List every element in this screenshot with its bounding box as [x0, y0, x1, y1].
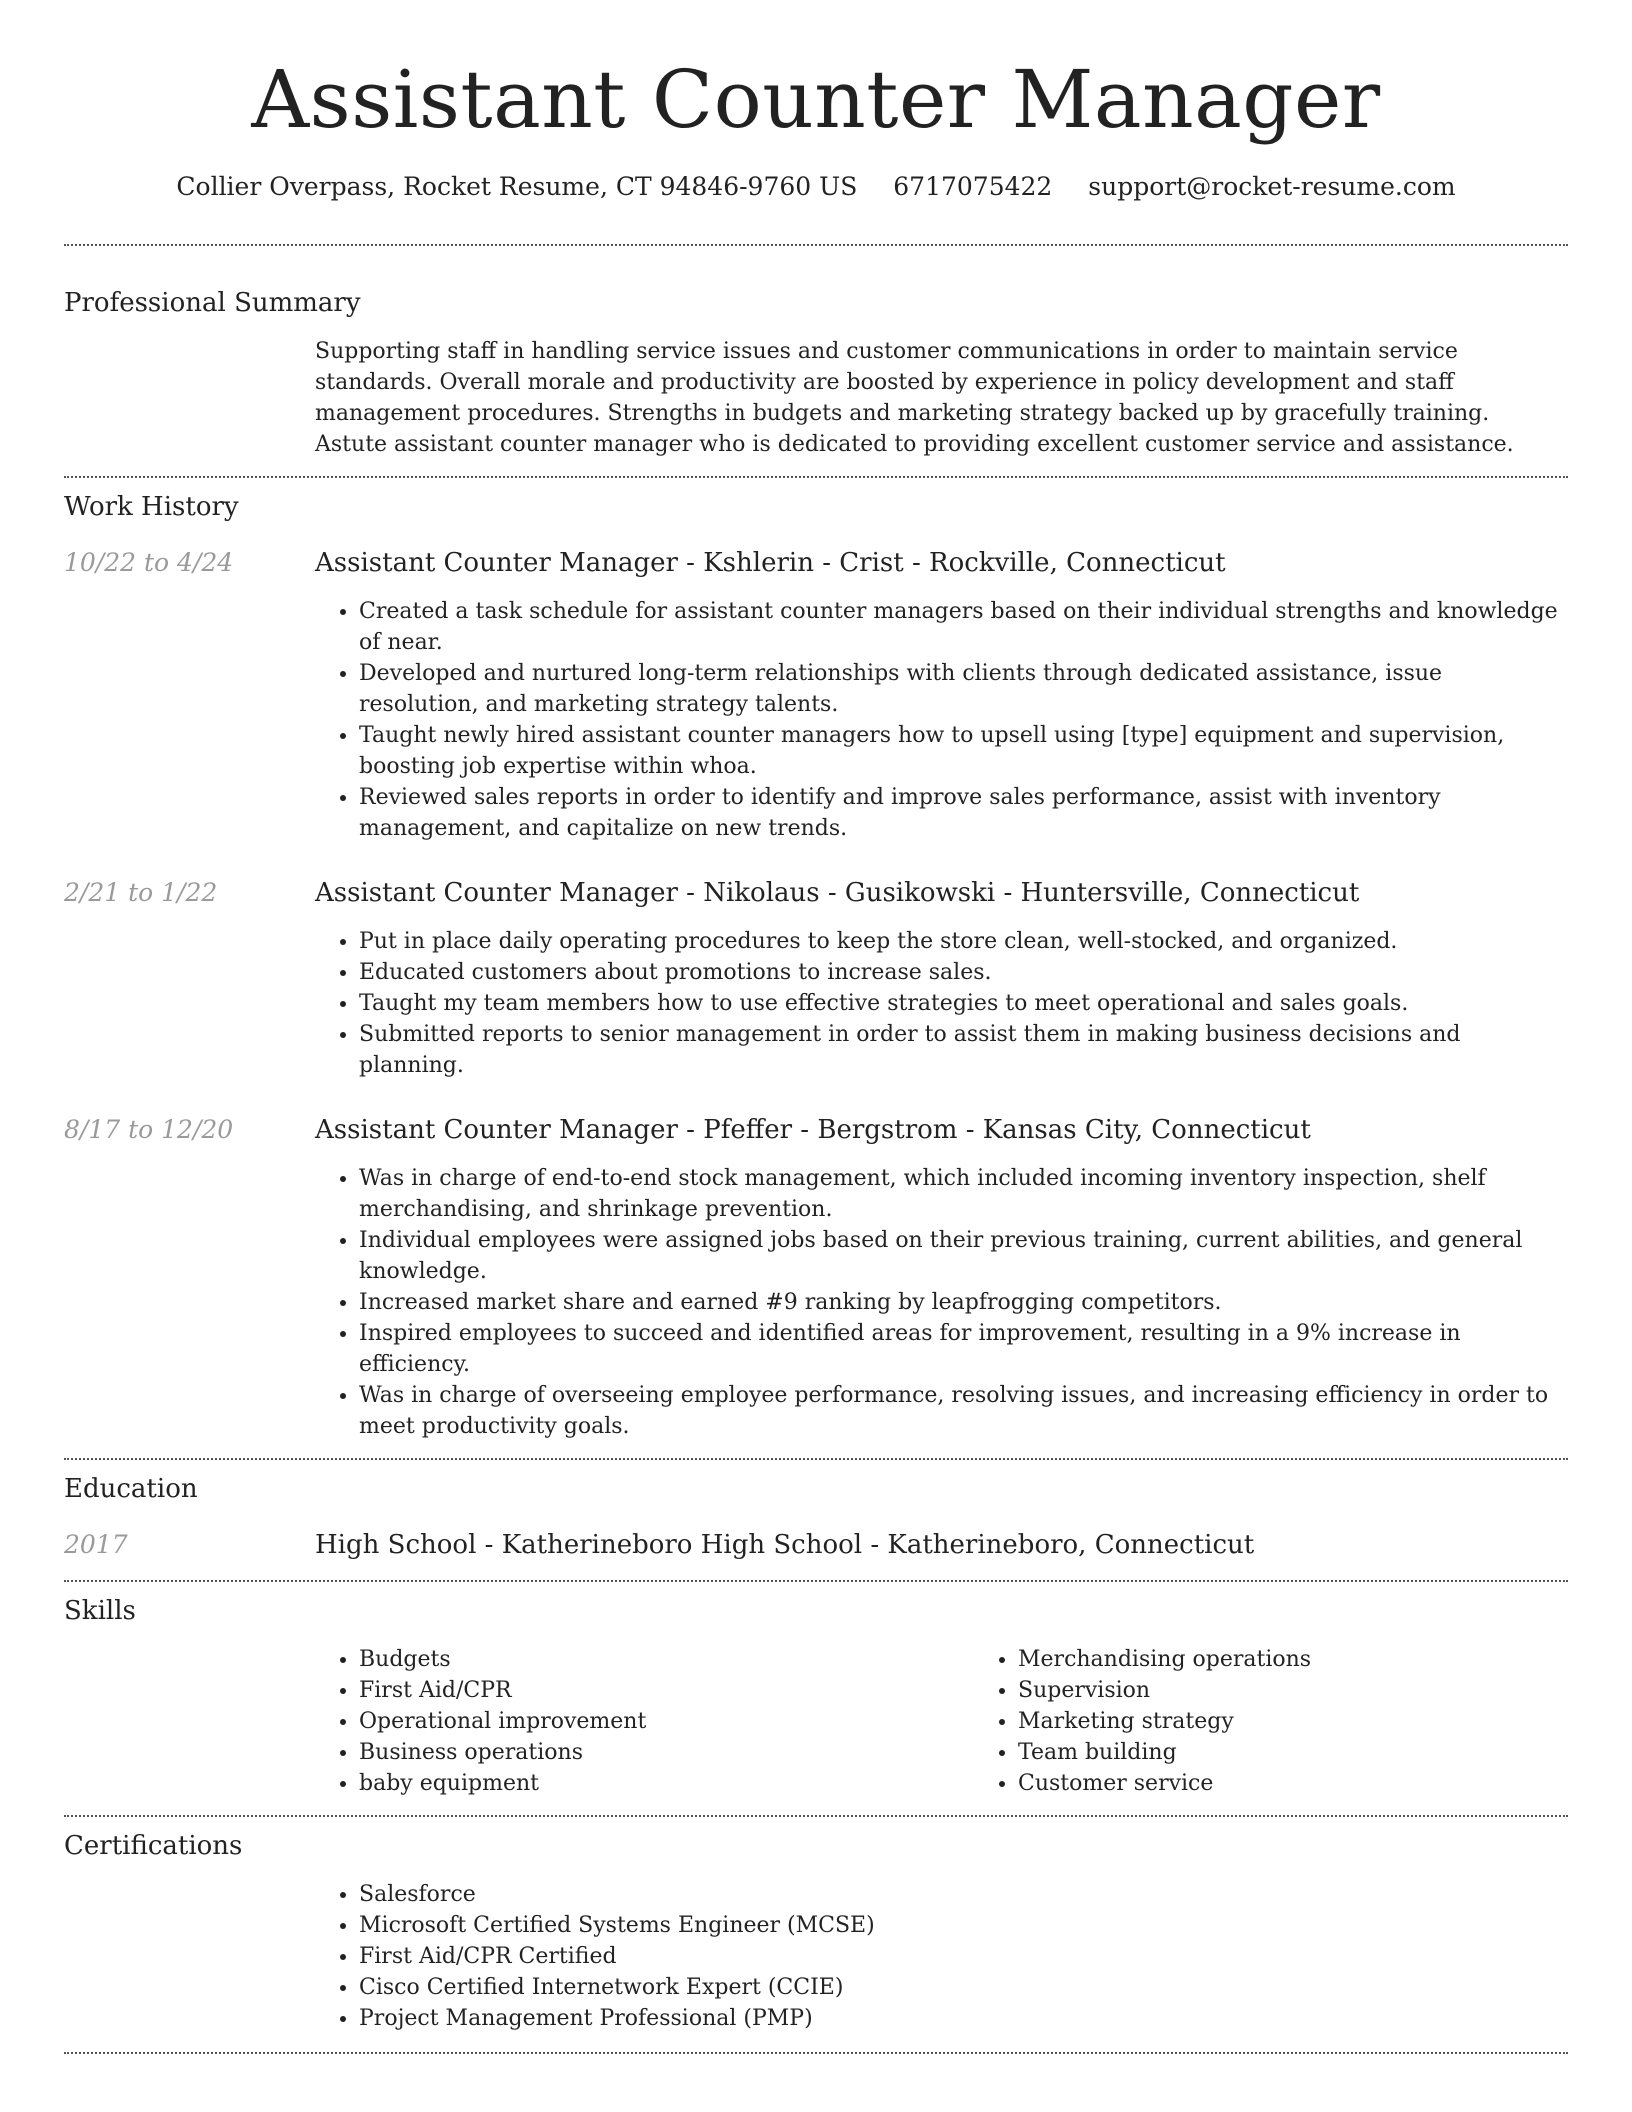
- certification-item: • First Aid/CPR Certified: [359, 1941, 1568, 1972]
- job-title: Assistant Counter Manager - Pfeffer - Bergstrom - Kansas City, Connecticut: [315, 1115, 1311, 1145]
- certifications-divider: [64, 2052, 1568, 2054]
- skill-item: • Supervision: [1018, 1675, 1568, 1706]
- certification-item: • Microsoft Certified Systems Engineer (MCSE): [359, 1910, 1568, 1941]
- job-bullets: [315, 1163, 1568, 1442]
- job-bullet: • Was in charge of end-to-end stock management, which included incoming inventory inspection, shelf merchandising, and shrinkage prevention.: [359, 1163, 1568, 1225]
- job-title: Assistant Counter Manager - Kshlerin - Crist - Rockville, Connecticut: [315, 548, 1226, 578]
- job-bullet: • Reviewed sales reports in order to identify and improve sales performance, assist with inventory management, and capitalize on new trends.: [359, 782, 1568, 844]
- certifications-section: [64, 1817, 1568, 2034]
- skill-item: • Operational improvement: [359, 1706, 974, 1737]
- skill-item: • Customer service: [1018, 1768, 1568, 1799]
- summary-text: Supporting staff in handling service issues and customer communications in order to maintain service standards. Overall morale and productivity are boosted by experience in policy development and staff management procedures. Strengths in budgets and marketing strategy backed up by gracefully training. Astute assistant counter manager who is dedicated to providing excellent customer service and assistance.: [315, 339, 1514, 457]
- skills-section: [64, 1582, 1568, 1799]
- skills-list-left: [315, 1644, 974, 1799]
- skill-item: • Team building: [1018, 1737, 1568, 1768]
- skills-list-right: [974, 1644, 1568, 1799]
- job-bullet: • Developed and nurtured long-term relationships with clients through dedicated assistance, issue resolution, and marketing strategy talents.: [359, 658, 1568, 720]
- contact-phone: 6717075422: [893, 172, 1053, 201]
- job-bullet: • Increased market share and earned #9 ranking by leapfrogging competitors.: [359, 1287, 1568, 1318]
- education-entry: [64, 1528, 1568, 1562]
- summary-title: Professional Summary: [64, 288, 361, 318]
- skill-item: • First Aid/CPR: [359, 1675, 974, 1706]
- work-history-section: [64, 478, 1568, 1442]
- certifications-title: Certifications: [64, 1831, 243, 1861]
- summary-section: [64, 246, 1568, 460]
- candidate-name: Assistant Counter Manager: [251, 53, 1381, 146]
- job-title: Assistant Counter Manager - Nikolaus - Gusikowski - Huntersville, Connecticut: [315, 878, 1360, 908]
- job-entry: [64, 1113, 1568, 1442]
- contact-info: [64, 170, 1568, 204]
- education-title: Education: [64, 1474, 198, 1504]
- skill-item: • Budgets: [359, 1644, 974, 1675]
- certification-item: • Project Management Professional (PMP): [359, 2003, 1568, 2034]
- job-bullets: [315, 596, 1568, 844]
- job-entry: [64, 876, 1568, 1081]
- job-dates: 8/17 to 12/20: [64, 1115, 234, 1144]
- job-bullet: • Taught my team members how to use effective strategies to meet operational and sales goals.: [359, 988, 1568, 1019]
- certification-item: • Salesforce: [359, 1879, 1568, 1910]
- job-bullet: • Inspired employees to succeed and identified areas for improvement, resulting in a 9% increase in efficiency.: [359, 1318, 1568, 1380]
- job-dates: 10/22 to 4/24: [64, 548, 234, 577]
- resume-header: [64, 0, 1568, 204]
- education-year: 2017: [64, 1530, 128, 1559]
- skills-grid: [315, 1644, 1568, 1799]
- certifications-list: [315, 1879, 1568, 2034]
- education-detail: High School - Katherineboro High School - Katherineboro, Connecticut: [315, 1530, 1255, 1560]
- job-bullet: • Taught newly hired assistant counter managers how to upsell using [type] equipment and supervision, boosting job expertise within whoa.: [359, 720, 1568, 782]
- job-bullet: • Educated customers about promotions to increase sales.: [359, 957, 1568, 988]
- job-bullet: • Created a task schedule for assistant counter managers based on their individual strengths and knowledge of near.: [359, 596, 1568, 658]
- education-section: [64, 1460, 1568, 1562]
- certification-item: • Cisco Certified Internetwork Expert (CCIE): [359, 1972, 1568, 2003]
- job-bullet: • Put in place daily operating procedures to keep the store clean, well-stocked, and organized.: [359, 926, 1568, 957]
- job-bullet: • Submitted reports to senior management in order to assist them in making business decisions and planning.: [359, 1019, 1568, 1081]
- skills-title: Skills: [64, 1596, 136, 1626]
- skill-item: • baby equipment: [359, 1768, 974, 1799]
- job-entry: [64, 546, 1568, 844]
- contact-email: support@rocket-resume.com: [1088, 172, 1456, 201]
- job-bullet: • Individual employees were assigned jobs based on their previous training, current abilities, and general knowledge.: [359, 1225, 1568, 1287]
- skill-item: • Merchandising operations: [1018, 1644, 1568, 1675]
- job-dates: 2/21 to 1/22: [64, 878, 218, 907]
- skill-item: • Business operations: [359, 1737, 974, 1768]
- work-history-title: Work History: [64, 492, 239, 522]
- skill-item: • Marketing strategy: [1018, 1706, 1568, 1737]
- contact-address: Collier Overpass, Rocket Resume, CT 94846-9760 US: [176, 172, 858, 201]
- job-bullets: [315, 926, 1568, 1081]
- job-bullet: • Was in charge of overseeing employee performance, resolving issues, and increasing efficiency in order to meet productivity goals.: [359, 1380, 1568, 1442]
